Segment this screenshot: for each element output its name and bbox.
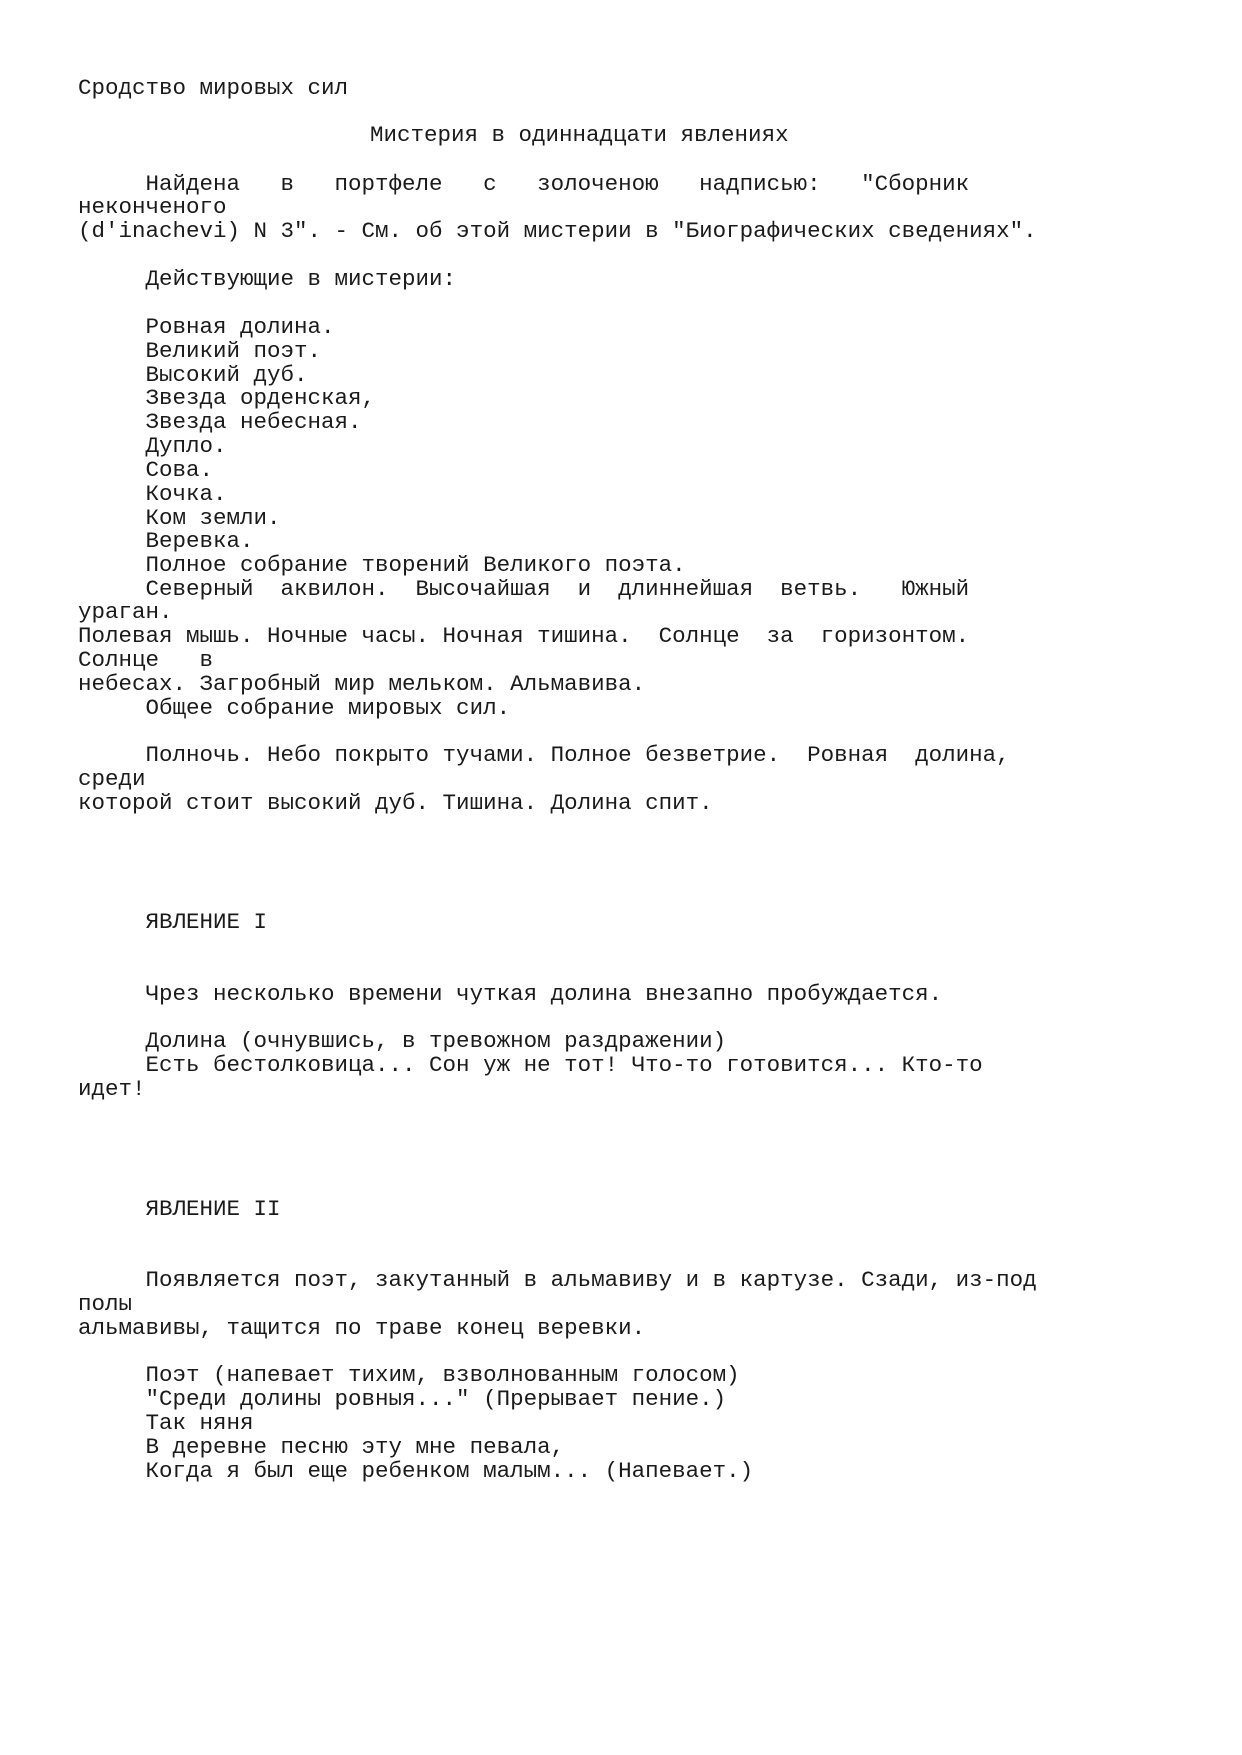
speaker-line: Поэт (напевает тихим, взволнованным голосом) — [78, 1362, 740, 1388]
stage-direction: альмавивы, тащится по траве конец веревки. — [78, 1315, 646, 1341]
speech-line: Так няня — [78, 1410, 254, 1436]
cast-item: ураган. — [78, 599, 173, 625]
cast-item: Звезда небесная. — [78, 409, 362, 435]
cast-item: Общее собрание мировых сил. — [78, 695, 511, 721]
scene-heading: ЯВЛЕНИЕ I — [78, 909, 268, 935]
document-header: Сродство мировых сил — [78, 75, 349, 101]
cast-item: Ком земли. — [78, 505, 281, 531]
speech-line: Когда я был еще ребенком малым... (Напевает.) — [78, 1458, 754, 1484]
speech-line: Есть бестолковица... Сон уж не тот! Что-то готовится... Кто-то — [78, 1052, 983, 1078]
cast-item: Солнце в — [78, 647, 214, 673]
cast-item: Полное собрание творений Великого поэта. — [78, 552, 686, 578]
intro-line: неконченого — [78, 194, 227, 220]
scene-heading: ЯВЛЕНИЕ II — [78, 1196, 281, 1222]
cast-item: Звезда орденская, — [78, 385, 376, 411]
stage-direction: Чрез несколько времени чуткая долина внезапно пробуждается. — [78, 981, 943, 1007]
cast-item: Дупло. — [78, 433, 227, 459]
setting-line: среди — [78, 766, 146, 792]
cast-item: Высокий дуб. — [78, 362, 308, 388]
cast-item: небесах. Загробный мир мельком. Альмавива. — [78, 671, 646, 697]
speaker-line: Долина (очнувшись, в тревожном раздражении) — [78, 1028, 727, 1054]
cast-item: Северный аквилон. Высочайшая и длиннейшая ветвь. Южный — [78, 576, 970, 602]
cast-item: Ровная долина. — [78, 314, 335, 340]
stage-direction: полы — [78, 1291, 133, 1317]
setting-line: Полночь. Небо покрыто тучами. Полное безветрие. Ровная долина, — [78, 742, 1010, 768]
stage-direction: Появляется поэт, закутанный в альмавиву и в картузе. Сзади, из-под — [78, 1267, 1037, 1293]
document-title: Мистерия в одиннадцати явлениях — [370, 122, 789, 148]
cast-item: Кочка. — [78, 481, 227, 507]
cast-item: Великий поэт. — [78, 338, 322, 364]
intro-line: (d'inachevi) N 3". - См. об этой мистерии в "Биографических сведениях". — [78, 218, 1037, 244]
speech-line: идет! — [78, 1076, 146, 1102]
speech-line: В деревне песню эту мне певала, — [78, 1434, 565, 1460]
cast-item: Сова. — [78, 457, 214, 483]
cast-heading: Действующие в мистерии: — [78, 266, 457, 292]
setting-line: которой стоит высокий дуб. Тишина. Долина спит. — [78, 790, 713, 816]
speech-line: "Среди долины ровныя..." (Прерывает пение.) — [78, 1386, 727, 1412]
cast-item: Веревка. — [78, 528, 254, 554]
cast-item: Полевая мышь. Ночные часы. Ночная тишина. Солнце за горизонтом. — [78, 623, 970, 649]
intro-line: Найдена в портфеле с золоченою надписью: "Сборник — [78, 171, 970, 197]
